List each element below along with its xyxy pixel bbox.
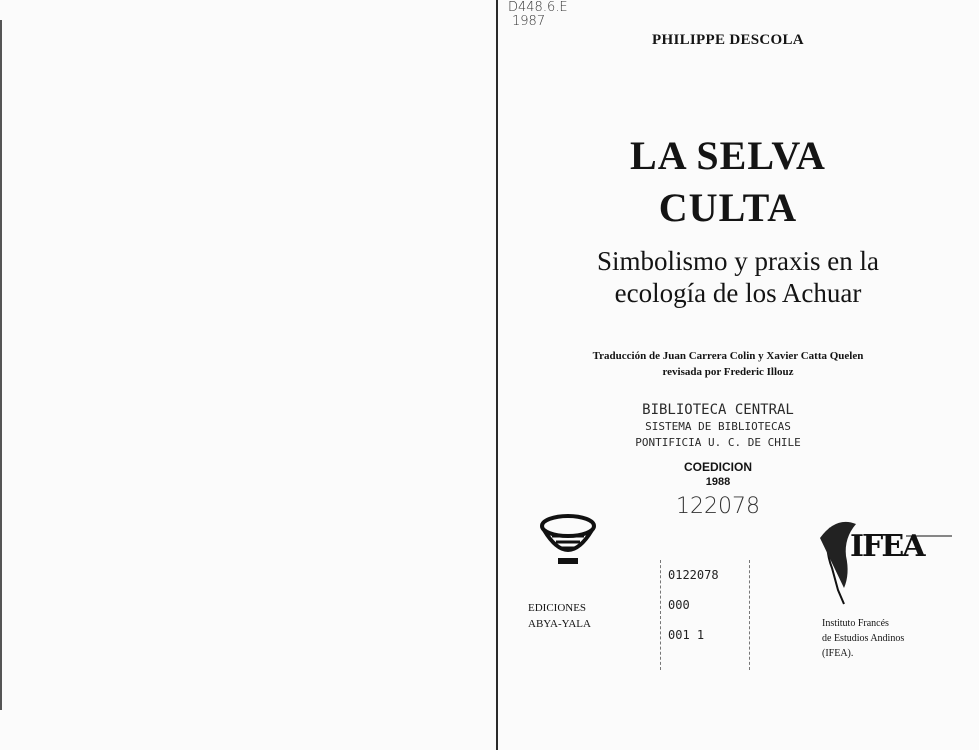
abya-yala-logo-icon [536,512,600,568]
handwritten-accession-number: 122078 [676,494,760,519]
translation-credit-line2: revisada por Frederic Illouz [662,366,794,378]
ifea-logo-icon [816,498,956,608]
handwritten-year: 1987 [512,14,546,29]
publisher-abya-yala-line2: ABYA-YALA [528,618,591,630]
subtitle-line1: Simbolismo y praxis en la [597,246,879,276]
library-stamp-line1: BIBLIOTECA CENTRAL [642,402,794,418]
library-stamp-line3: PONTIFICIA U. C. DE CHILE [635,436,801,449]
ifea-logo-text: IFEA [850,529,924,564]
edition-year: 1988 [705,476,731,488]
coedition-label: COEDICION [683,460,752,474]
library-stamp-line2: SISTEMA DE BIBLIOTECAS [645,420,791,433]
subtitle-line2: ecología de los Achuar [614,278,862,308]
publisher-abya-yala-line1: EDICIONES [528,602,587,614]
ifea-name-line1: Instituto Francés [822,618,889,629]
sticker-code-1: 0122078 [668,568,719,582]
ifea-name-line3: (IFEA). [822,648,854,659]
translation-credit-line1: Traducción de Juan Carrera Colin y Xavier Catta Quelen [592,350,864,362]
book-title-line2: CULTA [658,185,798,230]
ifea-name-line2: de Estudios Andinos [822,633,905,644]
title-page [498,0,979,750]
handwritten-shelf-mark: D448.6.E [508,0,568,15]
author-name: PHILIPPE DESCOLA [652,32,804,48]
left-page-edge [0,20,10,710]
book-title-line1: LA SELVA [630,133,826,178]
sticker-code-3: 001 1 [668,628,705,642]
sticker-code-2: 000 [668,598,690,612]
